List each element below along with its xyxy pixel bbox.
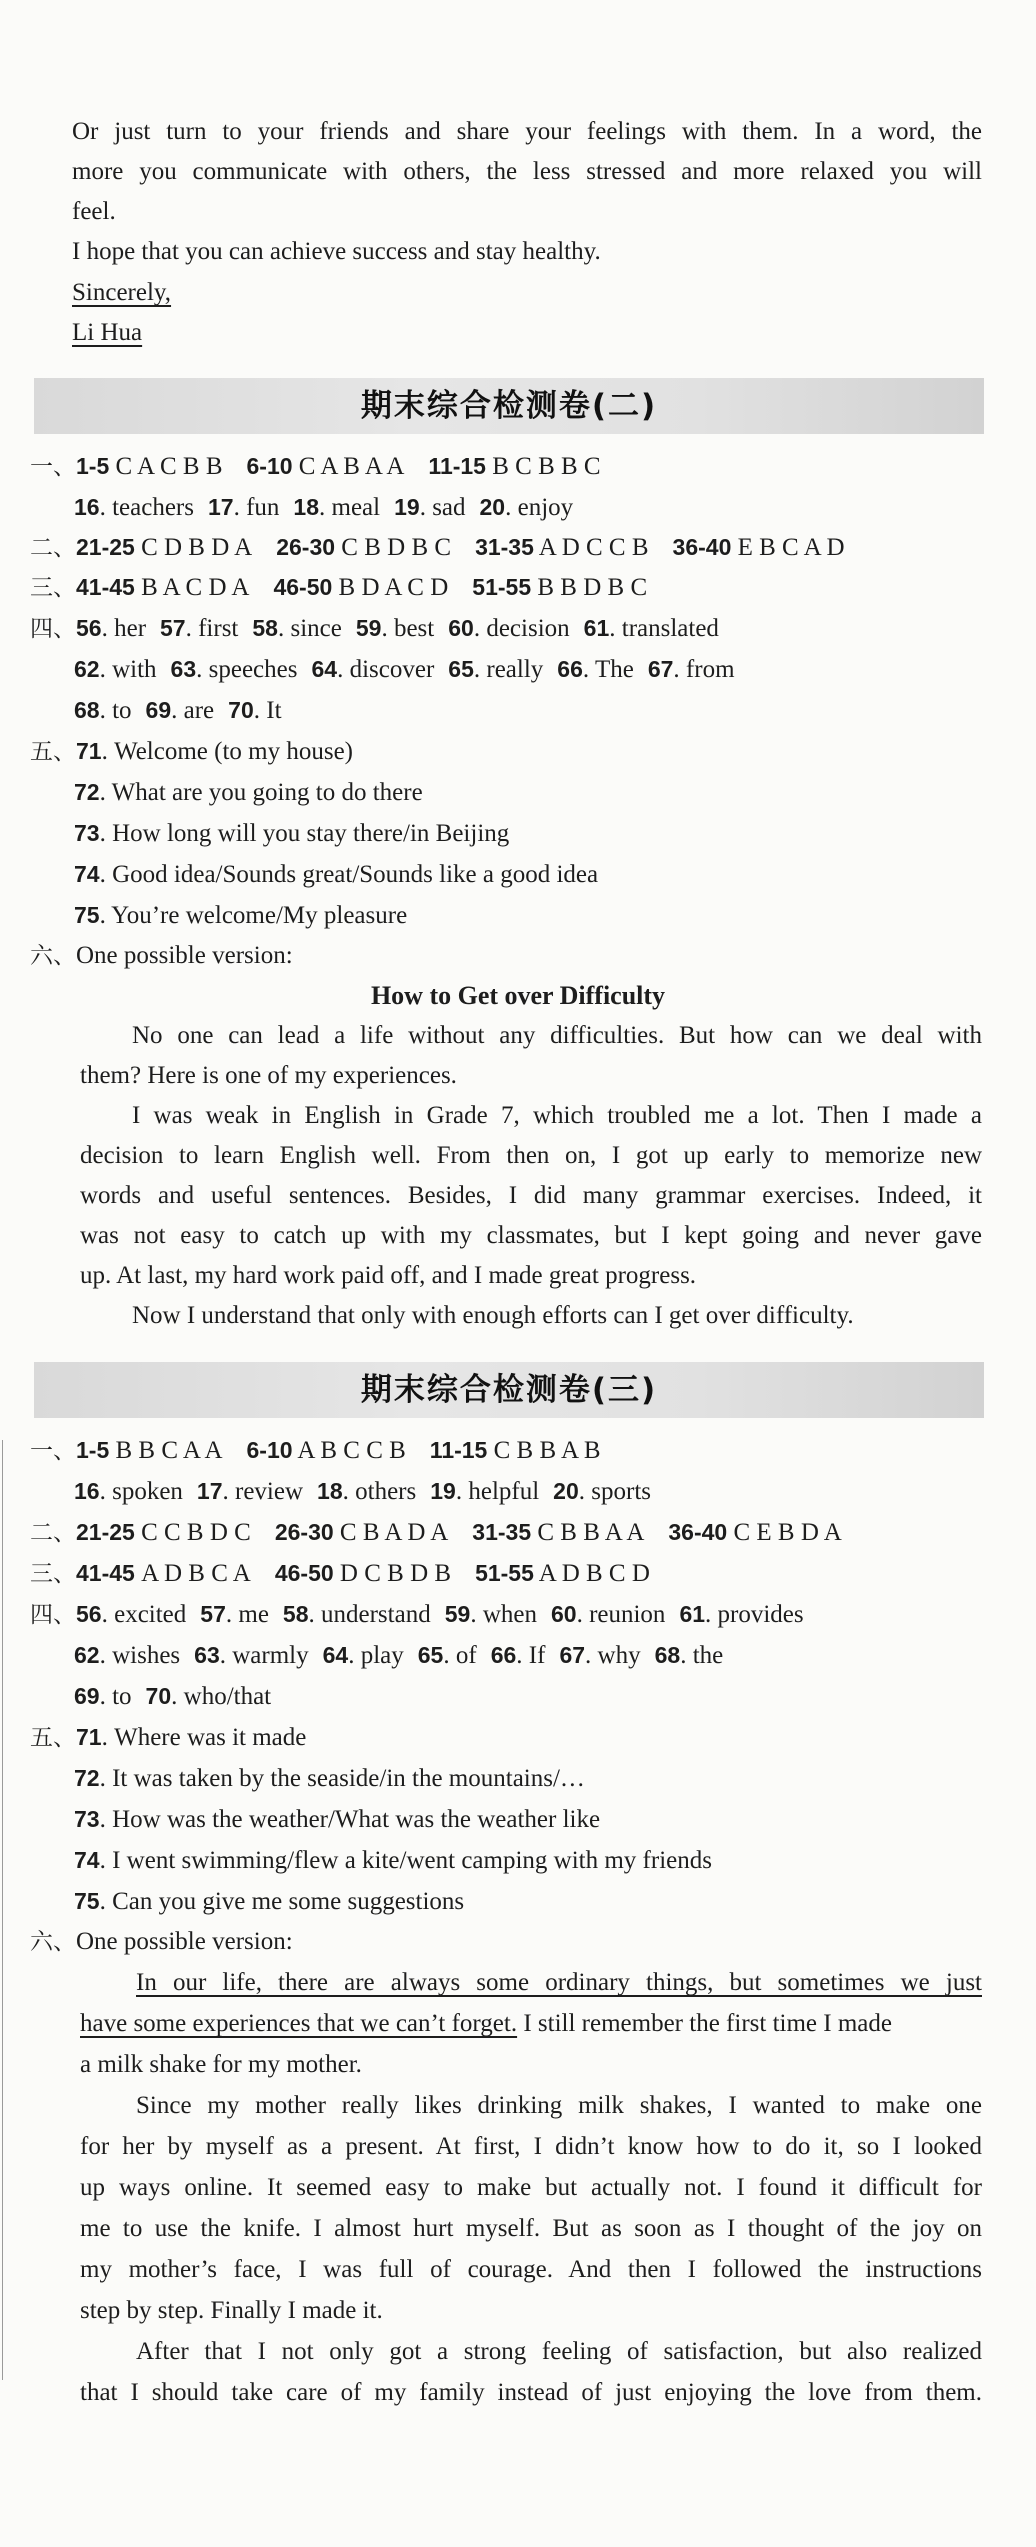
essay-line: No one can lead a life without any difficulties. But how can we deal with <box>132 1022 982 1049</box>
essay-line: words and useful sentences. Besides, I did many grammar exercises. Indeed, it <box>80 1182 982 1209</box>
letter-signature: Li Hua <box>72 319 143 346</box>
essay-line: decision to learn English well. From then on, I got up early to memorize new <box>80 1142 982 1169</box>
essay-line: them? Here is one of my experiences. <box>80 1062 457 1089</box>
essay-title: How to Get over Difficulty <box>370 981 666 1010</box>
fill-answers-row: 四、56. excited 57. me 58. understand 59. when 60. reunion 61. provides <box>30 1601 804 1628</box>
fill-answers-row: 68. to 69. are 70. It <box>74 697 282 724</box>
fill-answers-row: 62. with 63. speeches 64. discover 65. really 66. The 67. from <box>74 656 735 683</box>
fill-answers-row: 四、56. her 57. first 58. since 59. best 60. decision 61. translated <box>30 615 719 642</box>
dialogue-answer: 五、71. Where was it made <box>30 1724 307 1751</box>
letter-line: more you communicate with others, the less stressed and more relaxed you will <box>72 158 982 185</box>
essay-line: Since my mother really likes drinking milk shakes, I wanted to make one <box>136 2092 982 2119</box>
essay-line: I was weak in English in Grade 7, which troubled me a lot. Then I made a <box>132 1102 982 1129</box>
mc-answers-row: 一、1-5 B B C A A 6-10 A B C C B 11-15 C B B A B <box>30 1437 601 1464</box>
mc-answers-row: 三、41-45 A D B C A 46-50 D C B D B 51-55 A D B C D <box>30 1560 650 1587</box>
dialogue-answer: 75. Can you give me some suggestions <box>74 1888 465 1915</box>
mc-answers-row: 三、41-45 B A C D A 46-50 B D A C D 51-55 B B D B C <box>30 574 648 601</box>
dialogue-answer: 72. What are you going to do there <box>74 779 423 806</box>
test-title: 期末综合检测卷(三) <box>360 1372 658 1408</box>
mc-answers-row: 二、21-25 C C B D C 26-30 C B A D A 31-35 C B B A A 36-40 C E B D A <box>30 1519 842 1546</box>
section-banner <box>34 378 984 434</box>
writing-label: 六、One possible version: <box>30 1928 293 1955</box>
essay-line: a milk shake for my mother. <box>80 2051 362 2078</box>
essay-line: my mother’s face, I was full of courage. And then I followed the instructions <box>80 2256 982 2283</box>
letter-line: Or just turn to your friends and share your feelings with them. In a word, the <box>72 118 982 145</box>
letter-line: feel. <box>72 198 116 225</box>
essay-line: have some experiences that we can’t forget. I still remember the first time I made <box>80 2010 892 2037</box>
essay-line: up. At last, my hard work paid off, and I made great progress. <box>80 1262 697 1289</box>
fill-answers-row: 62. wishes 63. warmly 64. play 65. of 66. If 67. why 68. the <box>74 1642 724 1669</box>
dialogue-answer: 75. You’re welcome/My pleasure <box>74 902 408 929</box>
letter-closing: Sincerely, <box>72 279 172 306</box>
essay-line: step by step. Finally I made it. <box>80 2297 383 2324</box>
essay-line: up ways online. It seemed easy to make but actually not. I found it difficult for <box>80 2174 982 2201</box>
test-title: 期末综合检测卷(二) <box>360 388 658 424</box>
dialogue-answer: 74. I went swimming/flew a kite/went camping with my friends <box>74 1847 712 1874</box>
fill-answers-row: 69. to 70. who/that <box>74 1683 272 1710</box>
essay-line: Now I understand that only with enough efforts can I get over difficulty. <box>132 1302 854 1329</box>
fill-answers-row: 16. teachers 17. fun 18. meal 19. sad 20. enjoy <box>74 494 574 521</box>
essay-line: was not easy to catch up with my classmates, but I kept going and never gave <box>80 1222 982 1249</box>
dialogue-answer: 72. It was taken by the seaside/in the mountains/… <box>74 1765 585 1792</box>
essay-line: In our life, there are always some ordinary things, but sometimes we just <box>136 1969 982 1996</box>
writing-label: 六、One possible version: <box>30 942 293 969</box>
mc-answers-row: 一、1-5 C A C B B 6-10 C A B A A 11-15 B C B B C <box>30 453 601 480</box>
mc-answers-row: 二、21-25 C D B D A 26-30 C B D B C 31-35 A D C C B 36-40 E B C A D <box>30 534 845 561</box>
dialogue-answer: 73. How was the weather/What was the weather like <box>74 1806 601 1833</box>
essay-line: me to use the knife. I almost hurt myself. But as soon as I thought of the joy on <box>80 2215 982 2242</box>
essay-line: that I should take care of my family instead of just enjoying the love from them. <box>80 2379 982 2406</box>
margin-rule <box>2 1440 3 2380</box>
fill-answers-row: 16. spoken 17. review 18. others 19. helpful 20. sports <box>74 1478 651 1505</box>
essay-line: After that I not only got a strong feeling of satisfaction, but also realized <box>136 2338 982 2365</box>
essay-line: for her by myself as a present. At first, I didn’t know how to do it, so I looked <box>80 2133 982 2160</box>
section-banner <box>34 1362 984 1418</box>
dialogue-answer: 74. Good idea/Sounds great/Sounds like a good idea <box>74 861 599 888</box>
dialogue-answer: 五、71. Welcome (to my house) <box>30 738 353 765</box>
letter-line: I hope that you can achieve success and stay healthy. <box>72 238 601 265</box>
dialogue-answer: 73. How long will you stay there/in Beijing <box>74 820 510 847</box>
